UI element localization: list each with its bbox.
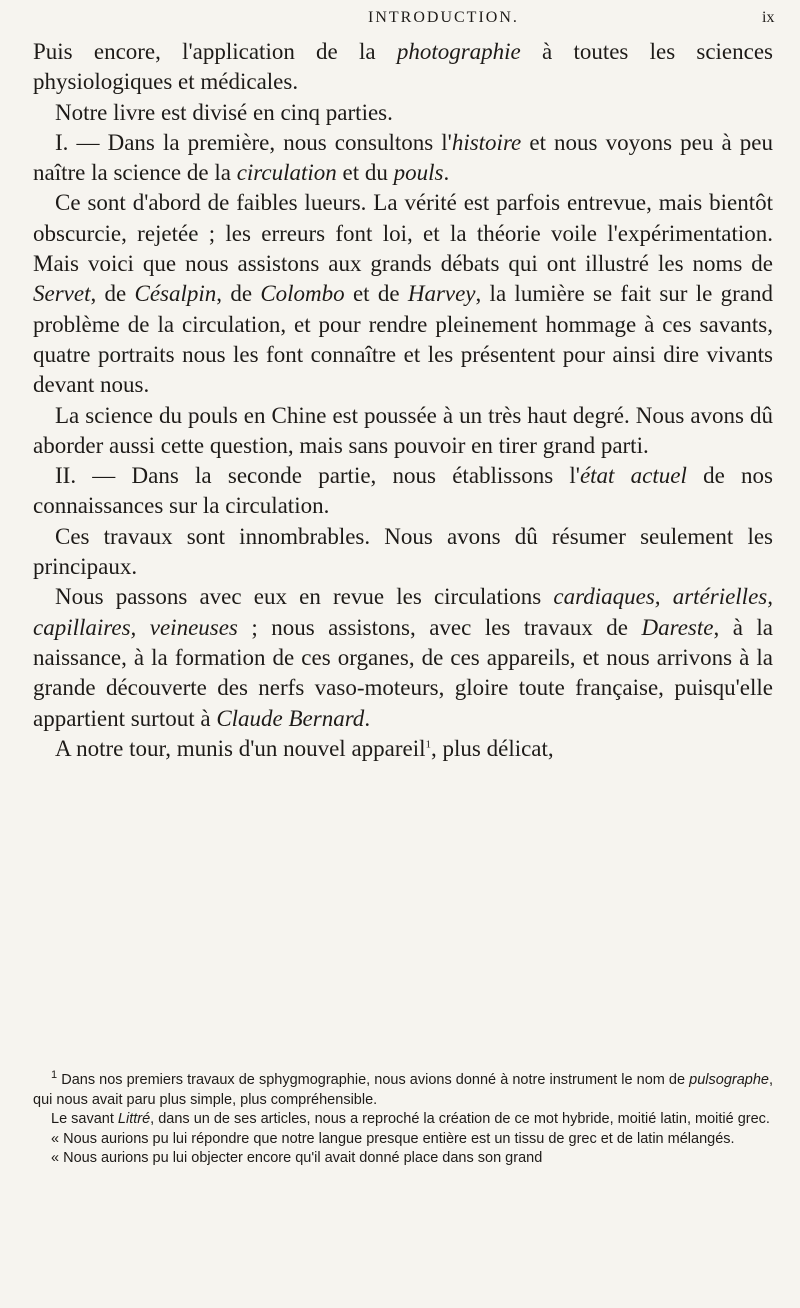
page-header: [0, 0, 800, 40]
footnote: « Nous aurions pu lui objecter encore qu'il avait donné place dans son grand: [51, 1150, 543, 1166]
footnote-mark: 1: [51, 1069, 58, 1082]
paragraph: Nous passons avec eux en revue les circulations cardiaques, artérielles, capillaires, veineuses ; nous assistons, avec les travaux de Dareste, à la naissance, à la formation de ces organes, de ces appareils, et nous arrivons à la grande découverte des nerfs vaso-moteurs, gloire toute française, puisqu'elle appartient surtout à Claude Bernard.: [33, 584, 773, 731]
paragraph: Ce sont d'abord de faibles lueurs. La vérité est parfois entrevue, mais bientôt obscurcie, rejetée ; les erreurs font loi, et la théorie voile l'expérimentation. Mais voici que nous assistons aux grands débats qui ont illustré les noms de Servet, de Césalpin, de Colombo et de Harvey, la lumière se fait sur le grand problème de la circulation, et pour rendre pleinement hommage à ces savants, quatre portraits nous les font connaître et les présentent pour ainsi dire vivants devant nous.: [33, 190, 773, 398]
footnote: $^1$ Dans nos premiers travaux de sphygmographie, nous avions donné à notre instrument le nom de pulsographe, qui nous avait paru plus simple, plus compréhensible.: [33, 1069, 774, 1108]
paragraph: I. — Dans la première, nous consultons l'histoire et nous voyons peu à peu naître la science de la circulation et du pouls.: [33, 129, 773, 186]
main-text: [33, 37, 773, 764]
paragraph: La science du pouls en Chine est poussée à un très haut degré. Nous avons dû aborder aussi cette question, mais sans pouvoir en tirer grand parti.: [33, 402, 773, 458]
paragraph: Ces travaux sont innombrables. Nous avons dû résumer seulement les principaux.: [33, 523, 773, 580]
paragraph: A notre tour, munis d'un nouvel appareil$^1$, plus délicat,: [55, 735, 554, 761]
running-title: INTRODUCTION.: [368, 9, 519, 26]
paragraph: II. — Dans la seconde partie, nous établissons l'état actuel de nos connaissances sur la circulation.: [33, 463, 773, 519]
footnote-ref: 1: [425, 738, 432, 751]
page-number: ix: [762, 9, 775, 26]
paragraph: Notre livre est divisé en cinq parties.: [55, 99, 393, 125]
footnote: Le savant Littré, dans un de ses articles, nous a reproché la création de ce mot hybride, moitié latin, moitié grec.: [51, 1111, 770, 1127]
footnote: « Nous aurions pu lui répondre que notre langue presque entière est un tissu de grec et de latin mélangés.: [51, 1130, 735, 1147]
footnotes: [33, 1071, 773, 1169]
paragraph: Puis encore, l'application de la photographie à toutes les sciences physiologiques et médicales.: [33, 39, 773, 95]
